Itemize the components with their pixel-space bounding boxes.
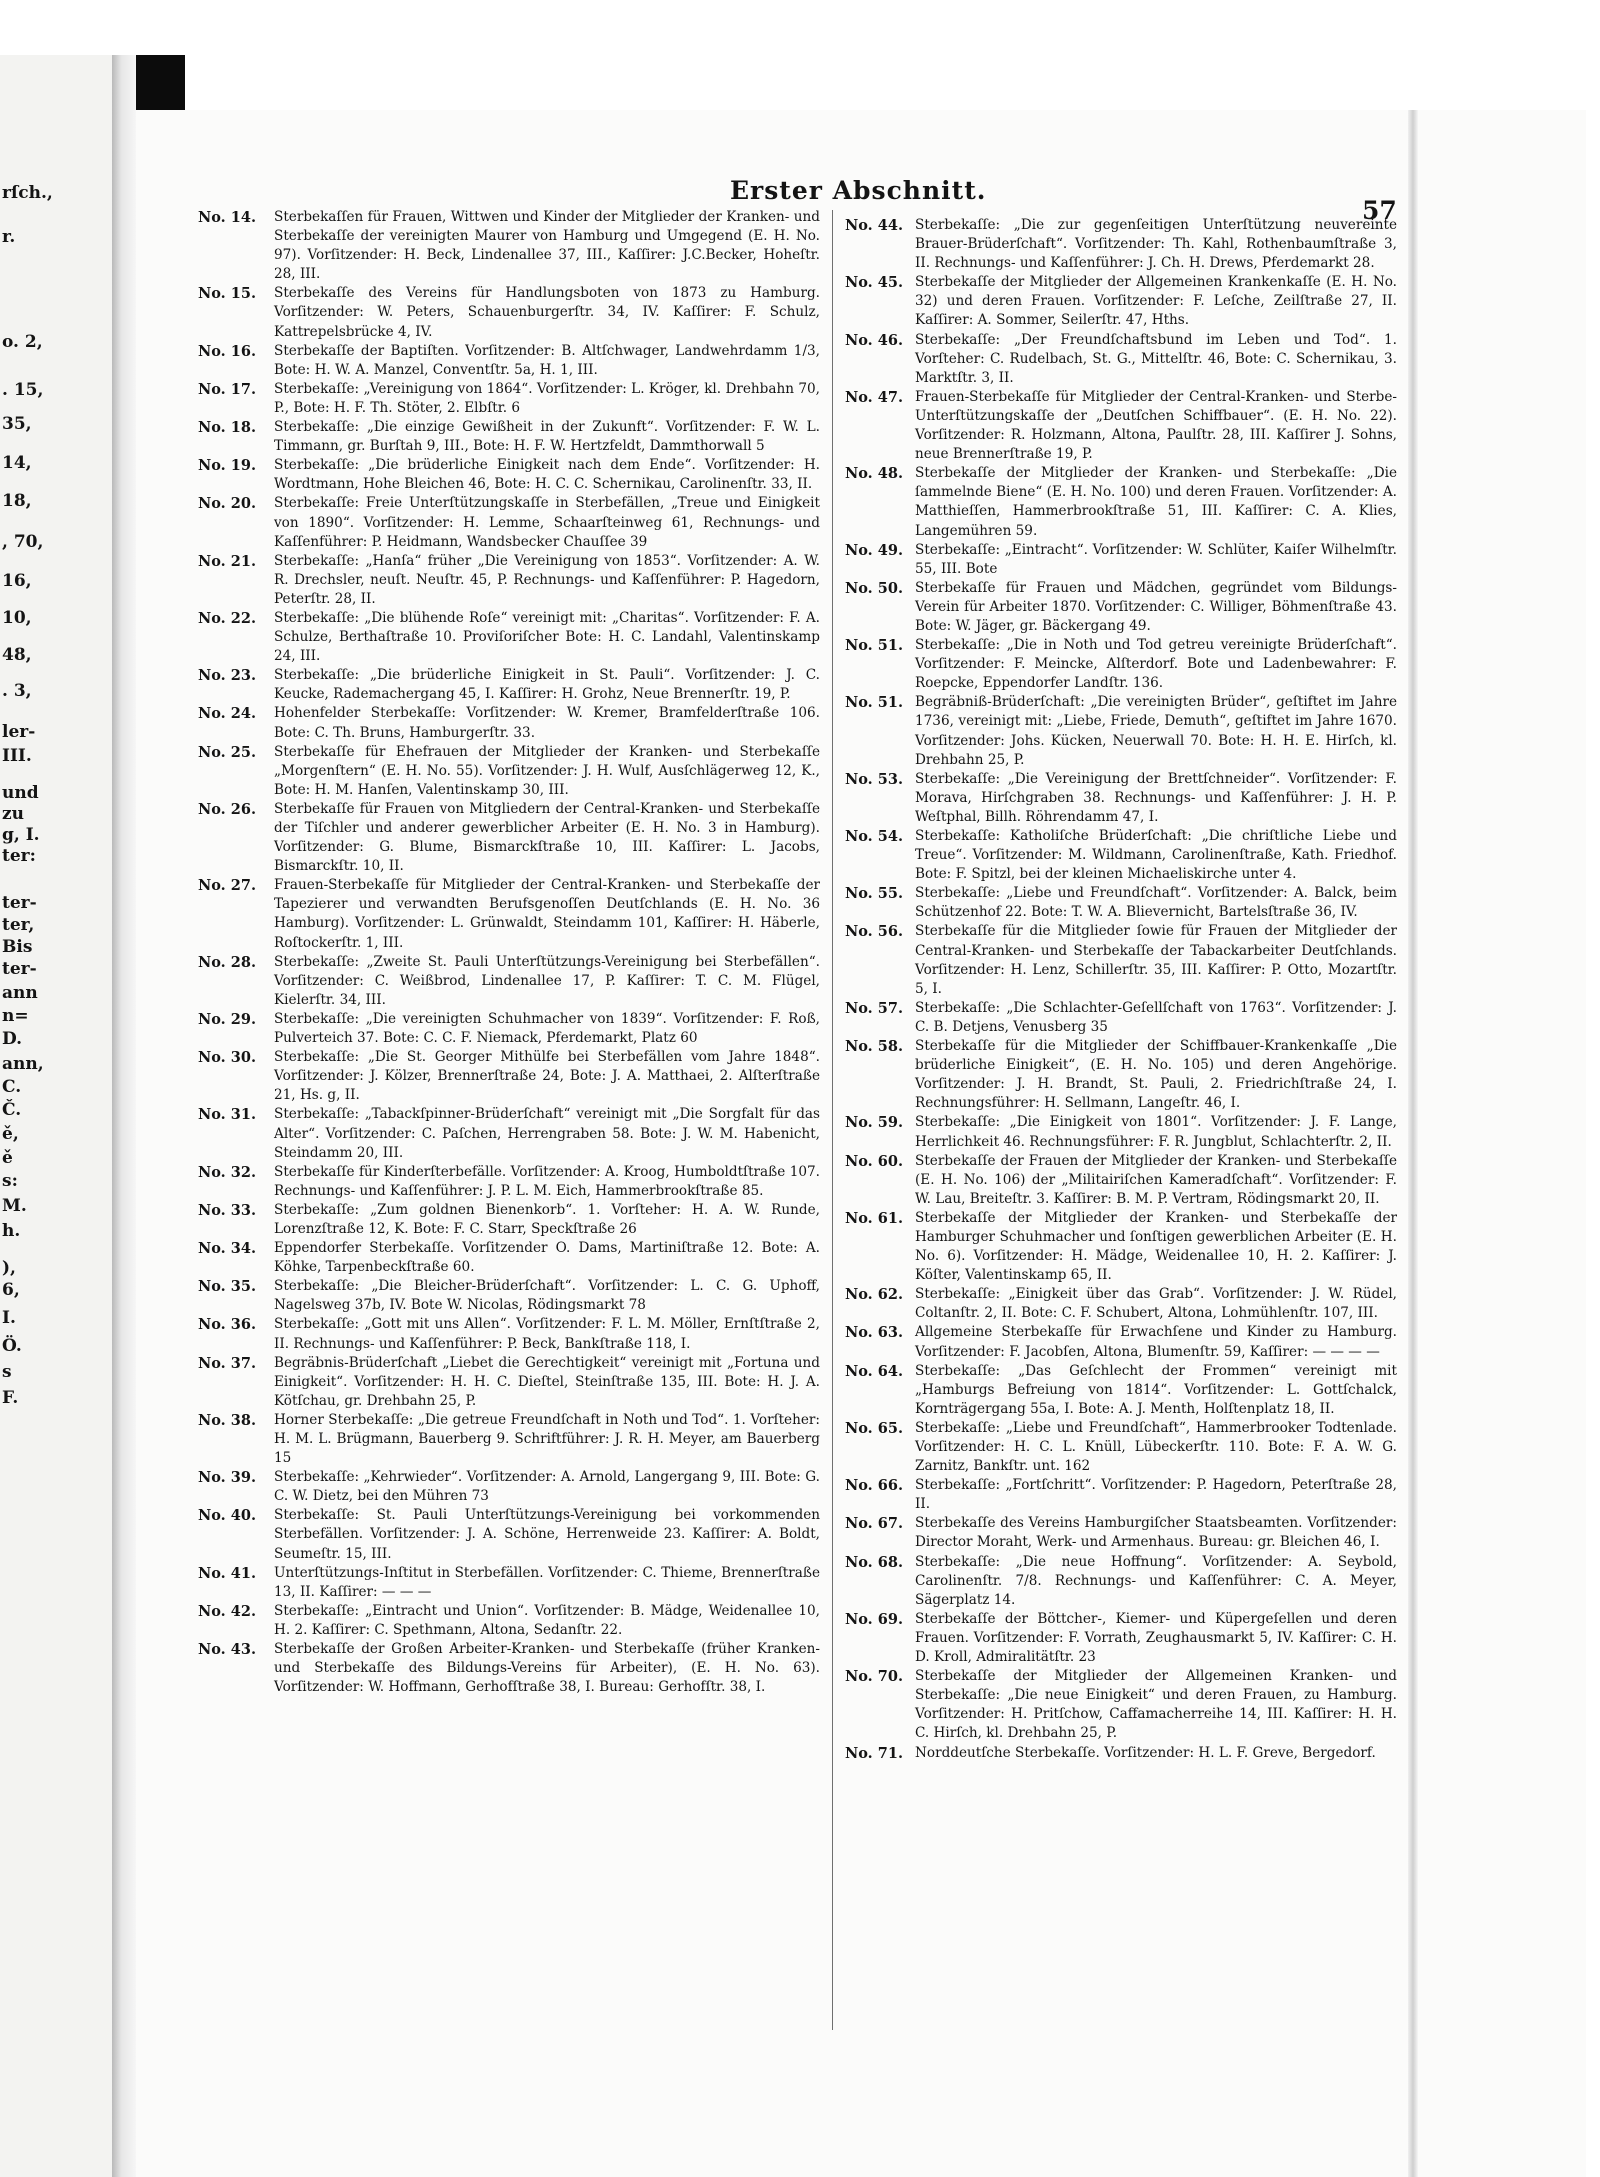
entry-text: Sterbekaſſe für Frauen von Mitgliedern der Central-Kranken- und Sterbekaſſe der Tiſchler und anderer gewerblicher Arbeiter (E. H. No. 3 in Hamburg). Vorſitzender: G. Blume, Bismarckſtraße 10, III. Kaſſirer: L. Jacobs, Bismarckſtr. 10, II. — [274, 800, 820, 875]
entry-text: Sterbekaſſe für die Mitglieder der Schiffbauer-Krankenkaſſe „Die brüderliche Einigkeit“, (E. H. No. 105) und deren Angehörige. Vorſitzender: J. H. Brandt, St. Pauli, 2. Friedrichſtraße 24, I. Rechnungsführer: H. Sellmann, Langeſtr. 46, I. — [915, 1038, 1397, 1112]
entry-number: No. 14. — [198, 209, 256, 226]
entry-number: No. 56. — [845, 923, 903, 941]
entry-number: No. 63. — [845, 1324, 903, 1342]
register-entry — [845, 388, 1397, 464]
entry-number: No. 17. — [198, 380, 256, 398]
left-page-text-fragment: ler- — [2, 722, 36, 742]
entry-number: No. 44. — [845, 217, 903, 234]
entry-text: Sterbekaſſe: „Liebe und Freundſchaft“. Vorſitzender: A. Balck, beim Schützenhof 22. Bote: T. W. A. Blievernicht, Bartelsſtraße 36, IV. — [915, 885, 1397, 921]
entry-text: Sterbekaſſe der Böttcher-, Kiemer- und Küpergeſellen und deren Frauen. Vorſitzender: F. Vorrath, Zeughausmarkt 5, IV. Kaſſirer: C. H. D. Kroll, Admiralitätſtr. 23 — [915, 1610, 1397, 1666]
entry-text: Sterbekaſſe: „Die St. Georger Mithülfe bei Sterbefällen vom Jahre 1848“. Vorſitzender: J. Kölzer, Brennerſtraße 24, Bote: J. A. Matthaei, 2. Alſterſtraße 21, Hs. g, II. — [274, 1049, 820, 1104]
register-entry — [198, 284, 820, 341]
entry-text: Sterbekaſſe der Mitglieder der Allgemeinen Kranken- und Sterbekaſſe: „Die neue Einigkeit“ und deren Frauen, zu Hamburg. Vorſitzender: H. Pritſchow, Caffamacherreihe 14, III. Kaſſirer: H. H. C. Hirſch, kl. Drehbahn 25, P. — [915, 1668, 1397, 1742]
entry-number: No. 47. — [845, 388, 903, 406]
entry-number: No. 36. — [198, 1316, 256, 1334]
page-number: 57 — [1362, 196, 1397, 225]
entry-text: Sterbekaſſe: „Die einzige Gewißheit in der Zukunft“. Vorſitzender: F. W. L. Timmann, gr. Burſtah 9, III., Bote: H. F. W. Hertzfeldt, Dammthorwall 5 — [274, 419, 820, 455]
left-page-text-fragment: 35, — [2, 414, 32, 434]
entry-number: No. 62. — [845, 1286, 903, 1304]
left-page-text-fragment: g, I. — [2, 825, 40, 845]
left-page-text-fragment: 48, — [2, 645, 32, 665]
entry-text: Sterbekaſſe: „Die Einigkeit von 1801“. Vorſitzender: J. F. Lange, Herrlichkeit 46. Rechnungsführer: F. R. Jungblut, Schlachterſtr. 2, II. — [915, 1114, 1397, 1150]
left-page-text-fragment: s: — [2, 1171, 18, 1191]
entry-number: No. 46. — [845, 331, 903, 349]
register-entry — [198, 1277, 820, 1315]
register-entry — [845, 1285, 1397, 1323]
entry-text: Frauen-Sterbekaſſe für Mitglieder der Central-Kranken- und Sterbe-Unterſtützungskaſſe der „Deutſchen Schiffbauer“. (E. H. No. 22). Vorſitzender: R. Holzmann, Altona, Paulſtr. 28, III. Kaſſirer J. Sohns, neue Brennerſtraße 19, P. — [915, 388, 1397, 463]
left-page-text-fragment: F. — [2, 1388, 19, 1408]
entry-text: Sterbekaſſe: „Das Geſchlecht der Frommen“ vereinigt mit „Hamburgs Befreiung von 1814“. Vorſitzender: L. Gottſchalck, Kornträgergang 55a, I. Bote: A. J. Menth, Holſtenplatz 18, II. — [915, 1362, 1397, 1417]
left-page-text-fragment: III. — [2, 746, 32, 766]
register-entry — [845, 827, 1397, 884]
register-entry — [845, 922, 1397, 998]
entry-number: No. 54. — [845, 828, 903, 845]
entry-number: No. 41. — [198, 1564, 256, 1582]
left-page-text-fragment: und — [2, 783, 39, 803]
register-entry — [845, 770, 1397, 827]
entry-text: Sterbekaſſe: Freie Unterſtützungskaſſe in Sterbefällen, „Treue und Einigkeit von 1890“. Vorſitzender: H. Lemme, Schaarſteinweg 61, Rechnungs- und Kaſſenführer: P. Heidmann, Wandsbecker Chauſſee 39 — [274, 495, 820, 550]
left-page-text-fragment: rſch., — [2, 183, 53, 203]
left-page-text-fragment: . 3, — [2, 681, 32, 701]
entry-number: No. 15. — [198, 285, 256, 303]
register-entry — [845, 1514, 1397, 1552]
entry-number: No. 22. — [198, 609, 256, 627]
left-page-text-fragment: n= — [2, 1006, 29, 1026]
entry-text: Eppendorfer Sterbekaſſe. Vorſitzender O. Dams, Martiniſtraße 12. Bote: A. Köhke, Tarpenbeckſtraße 60. — [274, 1240, 820, 1276]
entry-text: Sterbekaſſe des Vereins für Handlungsboten von 1873 zu Hamburg. Vorſitzender: W. Peters, Schauenburgerſtr. 34, IV. Kaſſirer: F. Schulz, Kattrepelsbrücke 4, IV. — [274, 285, 820, 340]
entry-number: No. 70. — [845, 1668, 903, 1686]
left-page-text-fragment: 16, — [2, 571, 32, 591]
entry-text: Sterbekaſſe: „Fortſchritt“. Vorſitzender: P. Hagedorn, Peterſtraße 28, II. — [915, 1477, 1397, 1513]
left-page-text-fragment: 18, — [2, 491, 32, 511]
entry-number: No. 34. — [198, 1240, 256, 1258]
entry-number: No. 57. — [845, 999, 903, 1017]
register-entry — [198, 1239, 820, 1277]
entry-text: Sterbekaſſe: „Einigkeit über das Grab“. Vorſitzender: J. W. Rüdel, Coltanſtr. 2, II. Bote: C. F. Schubert, Altona, Lohmühlenſtr. 107, III. — [915, 1286, 1397, 1322]
register-entry — [845, 1553, 1397, 1610]
entry-number: No. 49. — [845, 541, 903, 559]
left-page-edge — [0, 55, 112, 2177]
entry-number: No. 40. — [198, 1507, 256, 1525]
page-edge-shadow — [1408, 110, 1418, 2177]
entry-text: Hohenfelder Sterbekaſſe: Vorſitzender: W. Kremer, Bramfelderſtraße 106. Bote: C. Th. Bruns, Hamburgerſtr. 33. — [274, 705, 820, 741]
register-entry — [198, 494, 820, 551]
register-entry — [198, 743, 820, 800]
entry-number: No. 31. — [198, 1106, 256, 1124]
entry-number: No. 66. — [845, 1477, 903, 1495]
left-page-text-fragment: ter- — [2, 959, 37, 979]
entry-number: No. 42. — [198, 1602, 256, 1620]
entry-number: No. 71. — [845, 1744, 903, 1762]
register-entry — [845, 1667, 1397, 1743]
left-page-text-fragment: o. 2, — [2, 332, 43, 352]
register-entry — [198, 1048, 820, 1105]
entry-text: Norddeutſche Sterbekaſſe. Vorſitzender: H. L. F. Greve, Bergedorf. — [915, 1744, 1376, 1761]
entry-number: No. 19. — [198, 457, 256, 475]
register-entry — [845, 216, 1397, 273]
left-page-text-fragment: r. — [2, 227, 16, 247]
entry-text: Allgemeine Sterbekaſſe für Erwachſene und Kinder zu Hamburg. Vorſitzender: F. Jacobſen, Altona, Blumenſtr. 59, Kaſſirer: — — — — — [915, 1324, 1397, 1360]
register-entry — [845, 1419, 1397, 1476]
page-header-title: Erster Abschnitt. — [730, 176, 987, 205]
entry-text: Sterbekaſſe der Mitglieder der Allgemeinen Krankenkaſſe (E. H. No. 32) und deren Frauen. Vorſitzender: F. Leſche, Zeilſtraße 27, II. Kaſſirer: A. Sommer, Seilerſtr. 47, Hths. — [915, 274, 1397, 329]
entry-number: No. 37. — [198, 1354, 256, 1372]
register-entry — [198, 876, 820, 952]
left-page-text-fragment: ter- — [2, 893, 37, 913]
register-entry — [845, 1152, 1397, 1209]
left-page-text-fragment: s — [2, 1362, 12, 1382]
register-entry — [198, 1105, 820, 1162]
entry-text: Sterbekaſſe: „Hanſa“ früher „Die Vereinigung von 1853“. Vorſitzender: A. W. R. Drechsler, neuſt. Neuſtr. 45, P. Rechnungs- und Kaſſenführer: P. Hagedorn, Peterſtr. 28, II. — [274, 552, 820, 607]
entry-number: No. 68. — [845, 1553, 903, 1571]
register-entry — [198, 380, 820, 418]
register-entry — [845, 693, 1397, 769]
entry-text: Sterbekaſſe: Katholiſche Brüderſchaft: „Die chriſtliche Liebe und Treue“. Vorſitzender: M. Wildmann, Carolinenſtraße, Kath. Friedhof. Bote: F. Spitzl, bei der kleinen Michaeliskirche unter 4. — [915, 828, 1397, 883]
register-entry — [198, 704, 820, 742]
entry-text: Sterbekaſſe: „Tabackſpinner-Brüderſchaft“ vereinigt mit „Die Sorgfalt für das Alter“. Vorſitzender: C. Paſchen, Herrengraben 58. Bote: J. W. M. Habenicht, Steindamm 20, III. — [274, 1106, 820, 1161]
entry-text: Sterbekaſſe: „Zum goldnen Bienenkorb“. 1. Vorſteher: H. A. W. Runde, Lorenzſtraße 12, K. Bote: F. C. Starr, Speckſtraße 26 — [274, 1201, 820, 1237]
left-page-text-fragment: ě, — [2, 1124, 19, 1144]
entry-text: Sterbekaſſe: „Die Vereinigung der Brettſchneider“. Vorſitzender: F. Morava, Hirſchgraben 38. Rechnungs- und Kaſſenführer: J. H. P. Weſtphal, Billh. Röhrendamm 47, I. — [915, 770, 1397, 825]
left-page-text-fragment: Č. — [2, 1100, 22, 1120]
entry-number: No. 64. — [845, 1362, 903, 1380]
register-entry — [845, 1037, 1397, 1113]
entry-number: No. 45. — [845, 274, 903, 292]
register-entry — [845, 1744, 1397, 1764]
entry-text: Sterbekaſſe: „Gott mit uns Allen“. Vorſitzender: F. L. M. Möller, Ernſtſtraße 2, II. Rechnungs- und Kaſſenführer: P. Beck, Bankſtraße 118, I. — [274, 1316, 820, 1352]
register-entry — [198, 609, 820, 666]
entry-text: Unterſtützungs-Inſtitut in Sterbefällen. Vorſitzender: C. Thieme, Brennerſtraße 13, II. Kaſſirer: — — — — [274, 1564, 820, 1600]
entry-text: Sterbekaſſe: „Die vereinigten Schuhmacher von 1839“. Vorſitzender: F. Roß, Pulverteich 37. Bote: C. C. F. Niemack, Pferdemarkt, Platz 60 — [274, 1010, 820, 1047]
entry-text: Horner Sterbekaſſe: „Die getreue Freundſchaft in Noth und Tod“. 1. Vorſteher: H. M. L. Brügmann, Bauerberg 9. Schriftführer: J. R. H. Meyer, am Bauerberg 15 — [274, 1411, 820, 1467]
entry-number: No. 53. — [845, 770, 903, 788]
entry-number: No. 67. — [845, 1515, 903, 1533]
entry-text: Sterbekaſſe der Baptiſten. Vorſitzender: B. Altſchwager, Landwehrdamm 1/3, Bote: H. W. A. Manzel, Conventſtr. 5a, H. 1, III. — [274, 342, 820, 378]
register-entry — [198, 418, 820, 456]
entry-number: No. 58. — [845, 1038, 903, 1056]
entry-number: No. 26. — [198, 800, 256, 818]
register-entry — [198, 953, 820, 1010]
register-entry — [845, 541, 1397, 579]
left-page-text-fragment: , 70, — [2, 532, 44, 552]
entry-text: Sterbekaſſe: St. Pauli Unterſtützungs-Vereinigung bei vorkommenden Sterbefällen. Vorſitzender: J. A. Schöne, Herrenweide 23. Kaſſirer: A. Boldt, Seumeſtr. 15, III. — [274, 1507, 820, 1562]
entry-number: No. 25. — [198, 743, 256, 761]
register-entry — [198, 1506, 820, 1563]
register-entry — [845, 1362, 1397, 1419]
register-entry — [198, 1010, 820, 1048]
entry-text: Frauen-Sterbekaſſe für Mitglieder der Central-Kranken- und Sterbekaſſe der Tapezierer und verwandten Berufsgenoſſen Deutſchlands (E. H. No. 36 Hamburg). Vorſitzender: L. Grünwaldt, Steindamm 101, Kaſſirer: H. Häberle, Roſtockerſtr. 1, III. — [274, 877, 820, 951]
entry-text: Sterbekaſſe: „Liebe und Freundſchaft“, Hammerbrooker Todtenlade. Vorſitzender: H. C. L. Knüll, Lübeckerſtr. 110. Bote: F. A. W. G. Zarnitz, Bankſtr. unt. 162 — [915, 1419, 1397, 1475]
register-entry — [198, 342, 820, 380]
register-entry — [845, 884, 1397, 922]
page-gutter — [112, 55, 136, 2177]
right-column — [845, 216, 1397, 1764]
entry-text: Sterbekaſſe für die Mitglieder ſowie für Frauen der Mitglieder der Central-Kranken- und Sterbekaſſe der Tabackarbeiter Deutſchlands. Vorſitzender: H. Lenz, Schillerſtr. 35, III. Kaſſirer: P. Otto, Mozartſtr. 5, I. — [915, 923, 1397, 997]
register-entry — [198, 1602, 820, 1640]
entry-number: No. 33. — [198, 1201, 256, 1219]
entry-text: Sterbekaſſen für Frauen, Wittwen und Kinder der Mitglieder der Kranken- und Sterbekaſſe der vereinigten Maurer von Hamburg und Umgegend (E. H. No. 97). Vorſitzender: H. Beck, Lindenallee 37, III., Kaſſirer: J.C.Becker, Hoheſtr. 28, III. — [274, 209, 820, 283]
left-page-text-fragment: ), — [2, 1258, 16, 1278]
entry-text: Sterbekaſſe: „Der Freundſchaftsbund im Leben und Tod“. 1. Vorſteher: C. Rudelbach, St. G., Mittelſtr. 46, Bote: C. Schernikau, 3. Marktſtr. 3, II. — [915, 331, 1397, 386]
entry-number: No. 61. — [845, 1209, 903, 1227]
entry-number: No. 38. — [198, 1411, 256, 1429]
register-entry — [845, 579, 1397, 636]
register-entry — [845, 1610, 1397, 1667]
left-page-text-fragment: 10, — [2, 608, 32, 628]
register-entry — [198, 1163, 820, 1201]
left-page-text-fragment: Ö. — [2, 1336, 22, 1356]
register-entry — [198, 1468, 820, 1506]
entry-text: Sterbekaſſe der Mitglieder der Kranken- und Sterbekaſſe: „Die ſammelnde Biene“ (E. H. No. 100) und deren Frauen. Vorſitzender: A. Matthieſſen, Hammerbrookſtraße 51, III. Kaſſirer: C. A. Klies, Langemühren 59. — [915, 465, 1397, 539]
entry-text: Sterbekaſſe der Frauen der Mitglieder der Kranken- und Sterbekaſſe (E. H. No. 106) der „Militairiſchen Kameradſchaft“. Vorſitzender: F. W. Lau, Breiteſtr. 3. Kaſſirer: B. M. P. Vertram, Rödingsmarkt 20, II. — [915, 1152, 1397, 1207]
left-page-text-fragment: ann, — [2, 1054, 44, 1074]
register-entry — [198, 1411, 820, 1468]
entry-text: Sterbekaſſe für Kinderſterbefälle. Vorſitzender: A. Kroog, Humboldtſtraße 107. Rechnungs- und Kaſſenführer: J. P. L. M. Eich, Hammerbrookſtraße 85. — [274, 1163, 820, 1199]
left-page-text-fragment: D. — [2, 1029, 23, 1049]
left-page-text-fragment: . 15, — [2, 380, 44, 400]
entry-number: No. 32. — [198, 1163, 256, 1181]
entry-text: Sterbekaſſe des Vereins Hamburgiſcher Staatsbeamten. Vorſitzender: Director Moraht, Werk- und Armenhaus. Bureau: gr. Bleichen 46, I. — [915, 1515, 1397, 1551]
entry-number: No. 48. — [845, 465, 903, 483]
register-entry — [198, 1354, 820, 1411]
register-entry — [198, 552, 820, 609]
entry-text: Sterbekaſſe: „Die neue Hoffnung“. Vorſitzender: A. Seybold, Carolinenſtr. 7/8. Rechnungs- und Kaſſenführer: C. A. Meyer, Sägerplatz 14. — [915, 1553, 1397, 1608]
entry-text: Sterbekaſſe: „Kehrwieder“. Vorſitzender: A. Arnold, Langergang 9, III. Bote: G. C. W. Dietz, bei den Mühren 73 — [274, 1469, 820, 1505]
entry-number: No. 24. — [198, 705, 256, 723]
register-entry — [198, 800, 820, 876]
register-entry — [845, 999, 1397, 1037]
left-page-text-fragment: Bis — [2, 937, 33, 957]
left-page-text-fragment: 14, — [2, 453, 32, 473]
entry-number: No. 69. — [845, 1610, 903, 1628]
register-entry — [198, 666, 820, 704]
left-page-text-fragment: ě — [2, 1148, 13, 1168]
entry-number: No. 51. — [845, 694, 903, 712]
entry-number: No. 16. — [198, 342, 256, 360]
register-entry — [198, 1564, 820, 1602]
register-entry — [845, 1209, 1397, 1285]
entry-text: Sterbekaſſe: „Eintracht“. Vorſitzender: W. Schlüter, Kaiſer Wilhelmſtr. 55, III. Bote — [915, 541, 1397, 577]
entry-text: Sterbekaſſe der Mitglieder der Kranken- und Sterbekaſſe der Hamburger Schuhmacher und ſonſtigen gewerblichen Arbeiter (E. H. No. 6). Vorſitzender: H. Mädge, Weidenallee 10, H. 2. Kaſſirer: J. Köſter, Valentinskamp 65, II. — [915, 1209, 1397, 1284]
entry-text: Sterbekaſſe: „Zweite St. Pauli Unterſtützungs-Vereinigung bei Sterbefällen“. Vorſitzender: C. Weißbrod, Lindenallee 17, P. Kaſſirer: T. C. M. Flügel, Kielerſtr. 34, III. — [274, 953, 820, 1008]
column-divider — [832, 210, 833, 2030]
left-page-text-fragment: ter: — [2, 846, 36, 866]
entry-number: No. 21. — [198, 552, 256, 570]
entry-number: No. 59. — [845, 1114, 903, 1132]
entry-number: No. 18. — [198, 419, 256, 437]
register-entry — [198, 208, 820, 284]
entry-number: No. 51. — [845, 637, 903, 655]
left-page-text-fragment: M. — [2, 1196, 27, 1216]
entry-text: Sterbekaſſe für Ehefrauen der Mitglieder der Kranken- und Sterbekaſſe „Morgenſtern“ (E. H. No. 55). Vorſitzender: J. H. Wulf, Ausſchlägerweg 12, K., Bote: H. M. Hanſen, Valentinskamp 30, III. — [274, 743, 820, 798]
register-entry — [845, 636, 1397, 693]
entry-text: Sterbekaſſe: „Vereinigung von 1864“. Vorſitzender: L. Kröger, kl. Drehbahn 70, P., Bote: H. F. Th. Stöter, 2. Elbſtr. 6 — [274, 380, 820, 416]
left-page-text-fragment: ter, — [2, 915, 35, 935]
left-page-text-fragment: I. — [2, 1308, 16, 1328]
left-page-text-fragment: ann — [2, 983, 38, 1003]
register-entry — [845, 1476, 1397, 1514]
entry-text: Sterbekaſſe der Großen Arbeiter-Kranken- und Sterbekaſſe (früher Kranken- und Sterbekaſſe des Bildungs-Vereins für Arbeiter), (E. H. No. 63). Vorſitzender: W. Hoffmann, Gerhofſtraße 38, I. Bureau: Gerhofſtr. 38, I. — [274, 1641, 820, 1696]
entry-text: Sterbekaſſe: „Die brüderliche Einigkeit nach dem Ende“. Vorſitzender: H. Wordtmann, Hohe Bleichen 46, Bote: H. C. C. Schernikau, Carolinenſtr. 33, II. — [274, 457, 820, 493]
left-page-text-fragment: h. — [2, 1221, 21, 1241]
entry-number: No. 43. — [198, 1641, 256, 1659]
entry-number: No. 20. — [198, 495, 256, 513]
entry-number: No. 29. — [198, 1010, 256, 1028]
register-entry — [198, 456, 820, 494]
left-column — [198, 208, 820, 1697]
entry-text: Sterbekaſſe: „Eintracht und Union“. Vorſitzender: B. Mädge, Weidenallee 10, H. 2. Kaſſirer: C. Spethmann, Altona, Sedanſtr. 22. — [274, 1602, 820, 1638]
entry-text: Sterbekaſſe: „Die blühende Roſe“ vereinigt mit: „Charitas“. Vorſitzender: F. A. Schulze, Berthaſtraße 10. Proviſoriſcher Bote: H. C. Landahl, Valentinskamp 24, III. — [274, 609, 820, 665]
entry-text: Sterbekaſſe: „Die Schlachter-Geſellſchaft von 1763“. Vorſitzender: J. C. B. Detjens, Venusberg 35 — [915, 999, 1397, 1035]
left-page-text-fragment: zu — [2, 804, 25, 824]
register-entry — [845, 1323, 1397, 1361]
entry-text: Begräbnis-Brüderſchaft „Liebet die Gerechtigkeit“ vereinigt mit „Fortuna und Einigkeit“. Vorſitzender: H. H. C. Dieſtel, Steinſtraße 135, III. Bote: H. J. A. Kötſchau, gr. Drehbahn 25, P. — [274, 1354, 820, 1409]
entry-number: No. 28. — [198, 953, 256, 971]
entry-number: No. 39. — [198, 1469, 256, 1487]
entry-number: No. 55. — [845, 885, 903, 903]
register-entry — [845, 273, 1397, 330]
entry-number: No. 23. — [198, 667, 256, 685]
entry-number: No. 65. — [845, 1419, 903, 1437]
entry-text: Sterbekaſſe: „Die zur gegenſeitigen Unterſtützung neuvereinte Brauer-Brüderſchaft“. Vorſitzender: Th. Kahl, Rothenbaumſtraße 3, II. Rechnungs- und Kaſſenführer: J. Ch. H. Drews, Pferdemarkt 28. — [915, 217, 1397, 272]
entry-text: Sterbekaſſe: „Die in Noth und Tod getreu vereinigte Brüderſchaft“. Vorſitzender: F. Meincke, Alſterdorf. Bote und Ladenbewahrer: F. Roepcke, Eppendorfer Landſtr. 136. — [915, 637, 1397, 692]
register-entry — [845, 464, 1397, 540]
entry-number: No. 50. — [845, 579, 903, 597]
register-entry — [845, 331, 1397, 388]
entry-text: Sterbekaſſe: „Die Bleicher-Brüderſchaft“. Vorſitzender: L. C. G. Uphoff, Nagelsweg 37b, IV. Bote W. Nicolas, Rödingsmarkt 78 — [274, 1278, 820, 1314]
entry-number: No. 35. — [198, 1278, 256, 1296]
entry-number: No. 30. — [198, 1049, 256, 1067]
left-page-text-fragment: C. — [2, 1077, 22, 1097]
entry-text: Begräbniß-Brüderſchaft: „Die vereinigten Brüder“, geſtiftet im Jahre 1736, vereinigt mit: „Liebe, Friede, Demuth“, geſtiftet im Jahre 1670. Vorſitzender: Johs. Kücken, Neuerwall 70. Bote: H. H. E. Hirſch, kl. Drehbahn 25, P. — [915, 694, 1397, 768]
entry-number: No. 27. — [198, 877, 256, 895]
entry-text: Sterbekaſſe für Frauen und Mädchen, gegründet vom Bildungs-Verein für Arbeiter 1870. Vorſitzender: C. Williger, Böhmenſtraße 43. Bote: W. Jäger, gr. Bäckergang 49. — [915, 579, 1397, 634]
register-entry — [198, 1201, 820, 1239]
left-page-text-fragment: 6, — [2, 1280, 20, 1300]
register-entry — [198, 1640, 820, 1697]
entry-number: No. 60. — [845, 1152, 903, 1170]
register-entry — [845, 1113, 1397, 1151]
entry-text: Sterbekaſſe: „Die brüderliche Einigkeit in St. Pauli“. Vorſitzender: J. C. Keucke, Rademachergang 45, I. Kaſſirer: H. Grohz, Neue Brennerſtr. 19, P. — [274, 667, 820, 703]
register-entry — [198, 1315, 820, 1353]
